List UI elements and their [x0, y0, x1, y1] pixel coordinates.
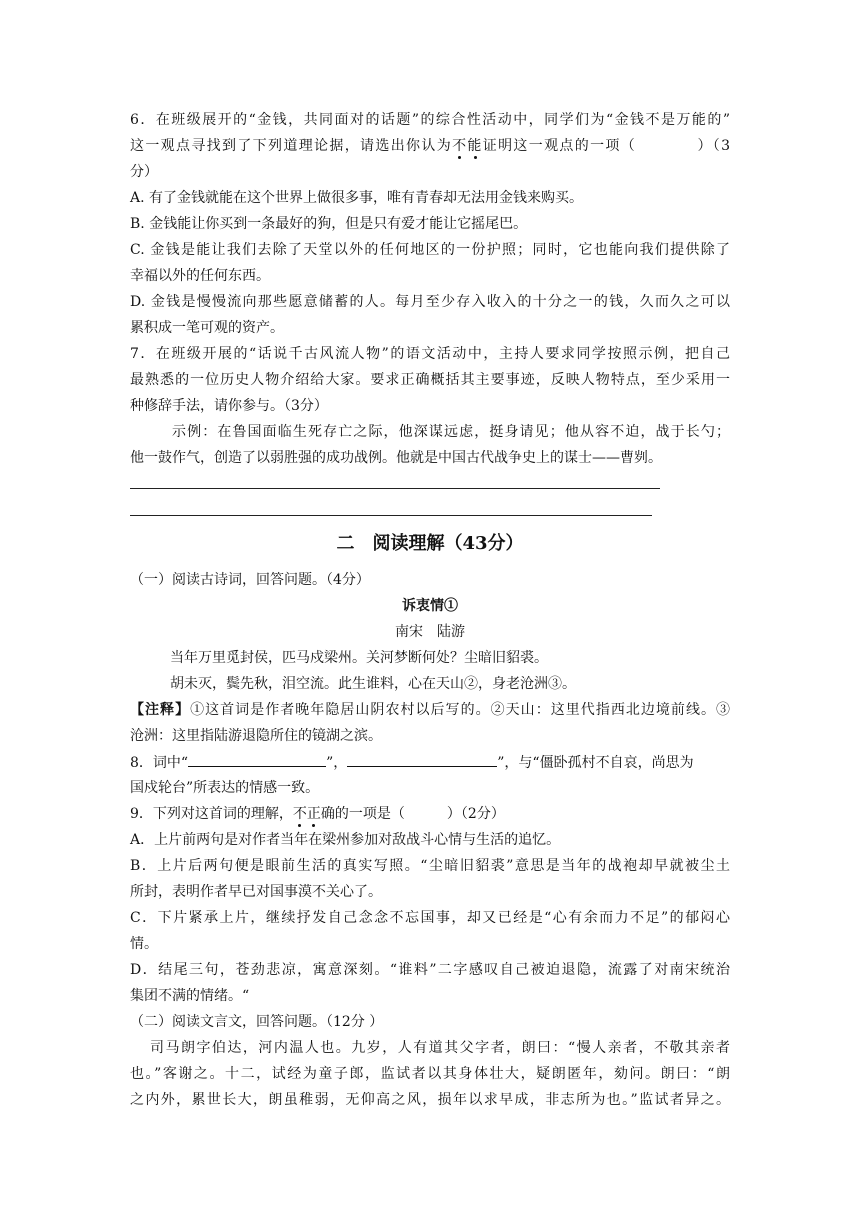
- q7-line1: 7．在班级开展的“话说千古风流人物”的语文活动中，主持人要求同学按照示例，把自己: [130, 346, 730, 362]
- part2-heading: （二）阅读文言文，回答问题。（12分 ）: [130, 1014, 384, 1030]
- prose-line1: 司马朗字伯达，河内温人也。九岁，人有道其父字者，朗曰：“慢人亲者，不敬其亲者: [150, 1040, 730, 1056]
- poem-notes-line2: 沧洲：这里指陆游退隐所住的镜湖之滨。: [130, 728, 382, 744]
- fill-blank[interactable]: [347, 752, 497, 767]
- q7-example-line1: 示例：在鲁国面临生死存亡之际，他深谋远虑，挺身请见；他从容不迫，战于长勺；: [172, 424, 730, 440]
- q9-option-b-line2: 所封，表明作者早已对国事漠不关心了。: [130, 884, 382, 900]
- section-title: 二 阅读理解（43分）: [336, 533, 524, 554]
- poem-title: 诉衷情①: [402, 598, 458, 614]
- emphasis-dot-char: 不: [292, 806, 307, 822]
- q6-option-c-line2: 幸福以外的任何东西。: [130, 268, 270, 284]
- q6-option-d-line1: D. 金钱是慢慢流向那些愿意储蓄的人。每月至少存入收入的十分之一的钱，久而久之可以: [130, 294, 730, 310]
- part1-heading: （一）阅读古诗词，回答问题。（4分）: [130, 572, 370, 588]
- poem-notes-line1: 【注释】①这首词是作者晚年隐居山阴农村以后写的。②天山：这里代指西北边境前线。③: [130, 702, 731, 718]
- q6-line3: 分）: [130, 164, 158, 180]
- prose-line2: 也。”客谢之。十二，试经为童子郎，监试者以其身体壮大，疑朗匿年，劾问。朗曰：“朗: [130, 1066, 730, 1082]
- emphasis-dot-char: 能: [467, 138, 483, 154]
- note-label: 【注释】: [130, 702, 191, 718]
- q9-option-c-line2: 情。: [130, 936, 158, 952]
- q9-option-d-line1: D．结尾三句，苍劲悲凉，寓意深刻。“谁料”二字感叹自己被迫退隐，流露了对南宋统治: [130, 962, 730, 978]
- q9-option-a: A．上片前两句是对作者当年在梁州参加对敌战斗心情与生活的追忆。: [130, 832, 561, 848]
- q6-line2: 这一观点寻找到了下列道理论据，请选出你认为不能证明这一观点的一项（ ）（3: [130, 138, 731, 154]
- emphasis-dot-char: 正: [306, 806, 321, 822]
- q9-option-d-line2: 集团不满的情绪。“: [130, 988, 250, 1004]
- q7-example-line2: 他一鼓作气，创造了以弱胜强的成功战例。他就是中国古代战争史上的谋士——曹刿。: [130, 450, 662, 466]
- q6-line1: 6．在班级展开的“金钱，共同面对的话题”的综合性活动中，同学们为“金钱不是万能的”: [130, 112, 730, 128]
- q6-option-c-line1: C. 金钱是能让我们去除了天堂以外的任何地区的一份护照；同时，它也能向我们提供除了: [130, 242, 730, 258]
- q9-option-c-line1: C．下片紧承上片，继续抒发自己念念不忘国事，却又已经是“心有余而力不足”的郁闷心: [130, 910, 730, 926]
- poem-author: 南宋 陆游: [395, 624, 465, 640]
- q8-line1: 8．词中“ ”， ”，与“僵卧孤村不自哀，尚思为: [130, 752, 694, 773]
- poem-line1: 当年万里觅封侯，匹马戍梁州。关河梦断何处？尘暗旧貂裘。: [170, 650, 548, 666]
- q8-line2: 国戍轮台”所表达的情感一致。: [130, 780, 320, 796]
- q6-option-a: A. 有了金钱就能在这个世界上做很多事，唯有青春却无法用金钱来购买。: [130, 190, 584, 206]
- q6-option-b: B. 金钱能让你买到一条最好的狗，但是只有爱才能让它摇尾巴。: [130, 216, 528, 232]
- answer-line[interactable]: [130, 515, 652, 516]
- q9-stem: 9．下列对这首词的理解，不正确的一项是（ ）（2分）: [130, 806, 505, 822]
- prose-line3: 之内外，累世长大，朗虽稚弱，无仰高之风，损年以求早成，非志所为也。”监试者异之。: [130, 1092, 730, 1108]
- q6-option-d-line2: 累积成一笔可观的资产。: [130, 320, 284, 336]
- q7-line2: 最熟悉的一位历史人物介绍给大家。要求正确概括其主要事迹，反映人物特点，至少采用一: [130, 372, 730, 388]
- answer-line[interactable]: [130, 488, 660, 489]
- q9-option-b-line1: B．上片后两句便是眼前生活的真实写照。“尘暗旧貂裘”意思是当年的战袍却早就被尘土: [130, 858, 730, 874]
- poem-line2: 胡未灭，鬓先秋，泪空流。此生谁料，心在天山②，身老沧洲③。: [170, 676, 576, 692]
- emphasis-dot-char: 不: [452, 138, 468, 154]
- fill-blank[interactable]: [188, 752, 326, 767]
- q7-line3: 种修辞手法，请你参与。（3分）: [130, 398, 328, 414]
